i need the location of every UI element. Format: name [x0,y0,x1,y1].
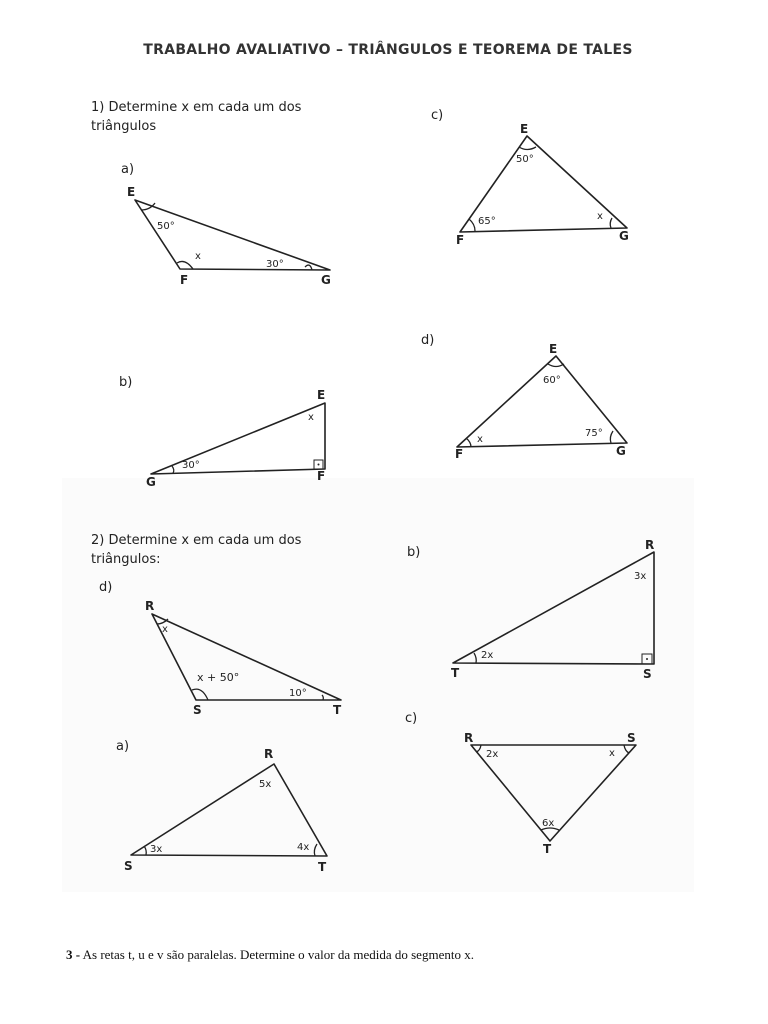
q1-a-angle-f: x [195,251,201,262]
q1-triangle-d [421,333,627,461]
q1-d-label: d) [421,333,435,348]
q2-d-label: d) [99,580,113,595]
q1-c-angle-arc-e [519,147,536,150]
q1-c-vertex-f: F [456,233,465,247]
q1-b-triangle-shape [151,403,325,474]
question-3-number: 3 - [66,947,81,962]
q2-d-vertex-r: R [145,599,155,613]
question-3-statement: As retas t, u e v são paralelas. Determine o valor da medida do segmento x. [80,947,474,962]
question-3-text [66,947,706,963]
q1-triangle-c [431,108,629,247]
q2-a-vertex-s: S [124,859,133,873]
q2-b-angle-t: 2x [481,650,494,661]
q2-a-vertex-t: T [318,860,327,874]
q1-b-angle-arc-g [172,466,174,473]
q2-c-vertex-s: S [627,731,636,745]
q1-b-vertex-f: F [317,469,326,483]
q1-b-angle-e: x [308,412,314,423]
q1-a-vertex-e: E [127,185,136,199]
q1-b-vertex-g: G [146,475,156,489]
q2-c-angle-s: x [609,748,615,759]
q1-c-vertex-g: G [619,229,629,243]
q1-b-label: b) [119,375,133,390]
q1-b-vertex-e: E [317,388,326,402]
q1-d-angle-e: 60° [543,375,561,386]
q2-c-label: c) [405,711,418,726]
q1-c-vertex-e: E [520,122,529,136]
q2-c-angle-r: 2x [486,749,499,760]
q2-b-vertex-t: T [451,666,460,680]
q2-d-vertex-t: T [333,703,342,717]
q1-a-angle-g: 30° [266,259,284,270]
q1-triangle-a [121,162,331,287]
q2-c-angle-t: 6x [542,818,555,829]
q1-d-angle-f: x [477,434,483,445]
q1-triangle-b [119,375,325,489]
q2-triangle-b [407,538,654,681]
q2-a-angle-s: 3x [150,844,163,855]
q1-c-angle-e: 50° [516,154,534,165]
q1-a-label: a) [121,162,135,177]
q2-a-label: a) [116,739,130,754]
q2-b-angle-arc-t [474,653,476,663]
q2-d-angle-t: 10° [289,688,307,699]
q2-d-angle-s: x + 50° [197,671,240,684]
question-1-text: 1) Determine x em cada um dos triângulos [91,100,302,134]
q1-a-triangle-shape [135,200,330,270]
question-2-text: 2) Determine x em cada um dos triângulos: [91,533,302,567]
q1-c-angle-f: 65° [478,216,496,227]
q1-c-label: c) [431,108,444,123]
q1-d-angle-g: 75° [585,428,603,439]
q1-a-angle-e: 50° [157,221,175,232]
q1-a-vertex-f: F [180,273,189,287]
q2-a-angle-r: 5x [259,779,272,790]
q1-b-right-angle-dot [318,464,320,466]
q1-d-angle-arc-f [466,438,471,447]
q2-a-vertex-r: R [264,747,274,761]
q1-d-vertex-f: F [455,447,464,461]
q1-d-angle-arc-g [610,431,613,443]
q2-b-triangle-shape [453,552,654,664]
q1-d-vertex-e: E [549,342,558,356]
q2-c-angle-arc-s [624,745,629,753]
q1-b-angle-g: 30° [182,460,200,471]
q2-triangle-d [99,580,342,717]
q2-d-angle-r: x [162,624,168,635]
q2-b-vertex-s: S [643,667,652,681]
q2-b-angle-r: 3x [634,571,647,582]
q2-b-label: b) [407,545,421,560]
q2-a-angle-arc-s [144,846,146,855]
q1-c-angle-g: x [597,211,603,222]
q1-d-vertex-g: G [616,444,626,458]
page-title: TRABALHO AVALIATIVO – TRIÂNGULOS E TEOREMA DE TALES [143,42,633,58]
q2-a-angle-t: 4x [297,842,310,853]
q2-c-vertex-r: R [464,731,474,745]
q1-c-angle-arc-f [469,219,475,231]
q2-d-triangle-shape [152,614,341,700]
q2-triangle-c [405,711,636,856]
q1-a-vertex-g: G [321,273,331,287]
q1-c-angle-arc-g [610,218,612,228]
q1-d-angle-arc-e [548,364,564,367]
q2-triangle-a [116,739,327,874]
q2-a-angle-arc-t [314,844,317,856]
q2-c-vertex-t: T [543,842,552,856]
q2-b-right-angle-dot [646,658,648,660]
q2-d-vertex-s: S [193,703,202,717]
q2-b-vertex-r: R [645,538,655,552]
